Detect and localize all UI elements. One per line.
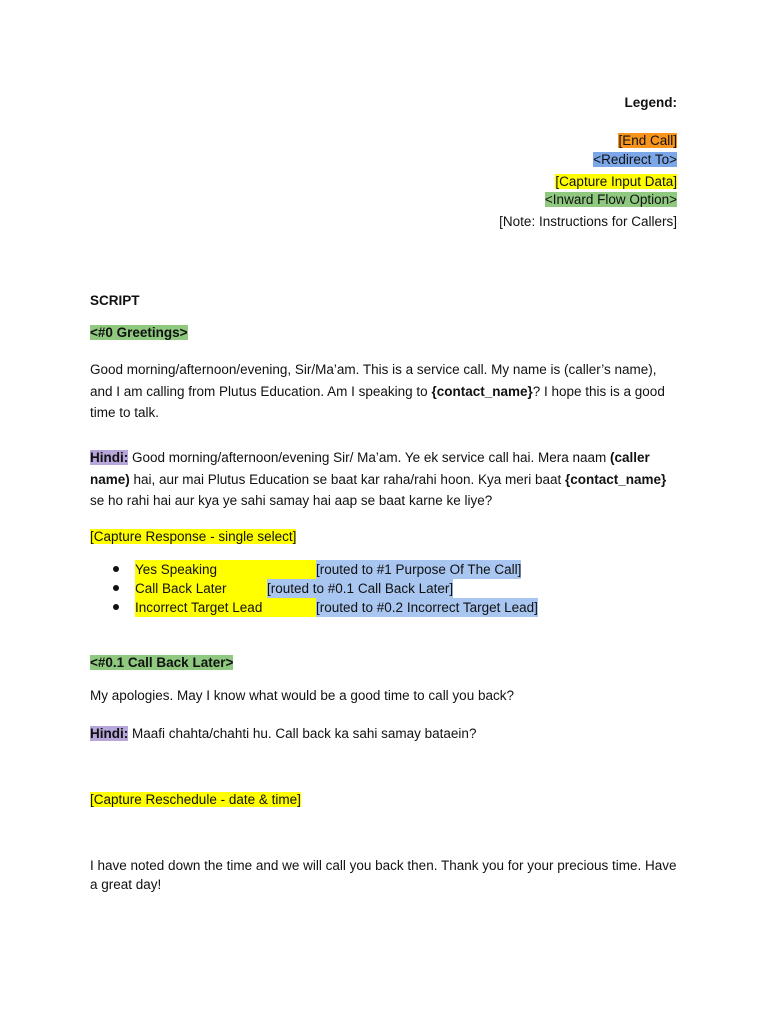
legend-inward-flow bbox=[545, 191, 677, 209]
legend-inward-flow-text: <Inward Flow Option> bbox=[544, 192, 677, 207]
legend-title: Legend: bbox=[624, 95, 677, 110]
capture-response-line bbox=[90, 526, 680, 548]
greeting-hindi-part2: hai, aur mai Plutus Education se baat kar raha/rahi hoon. Kya meri baat bbox=[129, 471, 566, 487]
legend-note: [Note: Instructions for Callers] bbox=[499, 214, 677, 229]
hindi-label: Hindi: bbox=[90, 726, 129, 741]
closing-paragraph: I have noted down the time and we will call you back then. Thank you for your precious time. Have a great day! bbox=[90, 858, 677, 892]
bullet-icon bbox=[113, 585, 119, 591]
greeting-english-paragraph bbox=[90, 359, 680, 424]
option-route: [routed to #0.2 Incorrect Target Lead] bbox=[316, 600, 538, 615]
legend-redirect-text: <Redirect To> bbox=[593, 152, 677, 167]
capture-response-text: [Capture Response - single select] bbox=[90, 529, 297, 544]
section-greetings-title bbox=[90, 322, 680, 344]
capture-reschedule-text: [Capture Reschedule - date & time] bbox=[90, 792, 301, 807]
section-call-back-later-title bbox=[90, 652, 680, 674]
legend-end-call-text: [End Call] bbox=[618, 133, 677, 148]
contact-name-placeholder: {contact_name} bbox=[431, 383, 533, 399]
option-label: Yes Speaking bbox=[135, 560, 316, 579]
bullet-icon bbox=[113, 566, 119, 572]
caller-name-placeholder: (caller name) bbox=[90, 450, 650, 487]
greeting-english-part2: ? I hope this is a good time to talk. bbox=[90, 383, 665, 420]
section-call-back-later-title-text: <#0.1 Call Back Later> bbox=[90, 655, 234, 670]
option-label: Call Back Later bbox=[135, 579, 267, 598]
call-back-hindi-text: Maafi chahta/chahti hu. Call back ka sahi samay bataein? bbox=[128, 726, 477, 741]
legend-capture-input bbox=[555, 173, 677, 191]
greeting-hindi-paragraph bbox=[90, 447, 680, 512]
legend-redirect bbox=[593, 151, 677, 169]
script-heading: SCRIPT bbox=[90, 293, 140, 308]
section-greetings-title-text: <#0 Greetings> bbox=[90, 325, 188, 340]
call-back-hindi-line bbox=[90, 723, 680, 745]
hindi-contact-name-placeholder: {contact_name} bbox=[565, 471, 667, 487]
option-label: Incorrect Target Lead bbox=[135, 598, 316, 617]
capture-reschedule-line bbox=[90, 789, 680, 811]
option-route: [routed to #0.1 Call Back Later] bbox=[267, 581, 454, 596]
legend-end-call bbox=[618, 132, 677, 150]
call-back-english-line: My apologies. May I know what would be a good time to call you back? bbox=[90, 688, 514, 703]
option-route: [routed to #1 Purpose Of The Call] bbox=[316, 562, 522, 577]
greeting-hindi-part3: se ho rahi hai aur kya ye sahi samay hai aap se baat karne ke liye? bbox=[90, 493, 493, 508]
greeting-english-part1: Good morning/afternoon/evening, Sir/Ma’am. This is a service call. My name is (caller’s name), and I am calling from Plutus Education. Am I speaking to bbox=[90, 362, 657, 399]
bullet-icon bbox=[113, 604, 119, 610]
greeting-hindi-part1: Good morning/afternoon/evening Sir/ Ma’am. Ye ek service call hai. Mera naam bbox=[128, 450, 610, 465]
hindi-label: Hindi: bbox=[90, 450, 129, 465]
legend-capture-input-text: [Capture Input Data] bbox=[555, 174, 677, 189]
